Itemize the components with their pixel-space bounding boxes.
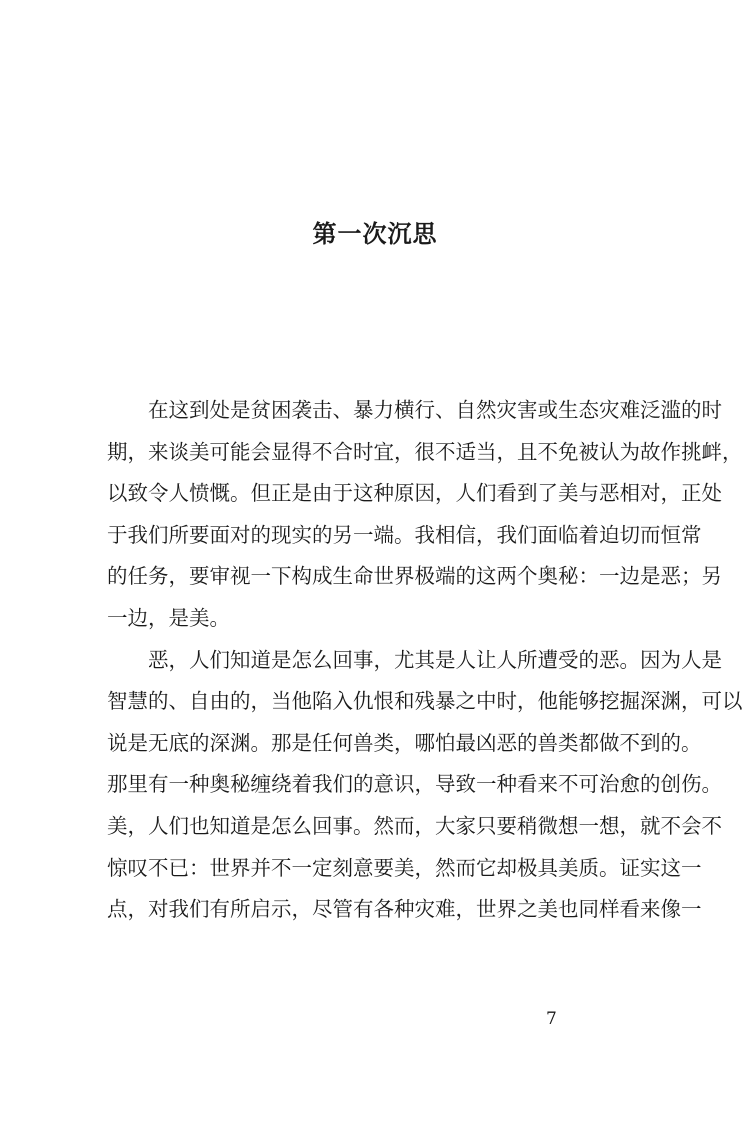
page-number: 7 — [546, 1009, 557, 1029]
text-line: 惊叹不已：世界并不一定刻意要美，然而它却极具美质。证实这一 — [107, 855, 702, 880]
text-line: 那里有一种奥秘缠绕着我们的意识，导致一种看来不可治愈的创伤。 — [107, 772, 722, 797]
text-line: 一边，是美。 — [107, 605, 230, 630]
text-line: 于我们所要面对的现实的另一端。我相信，我们面临着迫切而恒常 — [107, 522, 702, 547]
text-line: 智慧的、自由的，当他陷入仇恨和残暴之中时，他能够挖掘深渊，可以 — [107, 689, 743, 714]
text-line: 美，人们也知道是怎么回事。然而，大家只要稍微想一想，就不会不 — [107, 813, 722, 838]
body-text — [107, 390, 743, 931]
text-line: 点，对我们有所启示，尽管有各种灾难，世界之美也同样看来像一 — [107, 897, 702, 922]
text-line: 的任务，要审视一下构成生命世界极端的这两个奥秘：一边是恶；另 — [107, 564, 722, 589]
text-line: 恶，人们知道是怎么回事，尤其是人让人所遭受的恶。因为人是 — [148, 647, 722, 672]
paragraph-2 — [107, 640, 743, 931]
text-line: 以致令人愤慨。但正是由于这种原因，人们看到了美与恶相对，正处 — [107, 481, 722, 506]
text-line: 期，来谈美可能会显得不合时宜，很不适当，且不免被认为故作挑衅， — [107, 439, 743, 464]
chapter-title: 第一次沉思 — [312, 219, 438, 248]
paragraph-1 — [107, 390, 743, 640]
text-line: 说是无底的深渊。那是任何兽类，哪怕最凶恶的兽类都做不到的。 — [107, 730, 702, 755]
text-line: 在这到处是贫困袭击、暴力横行、自然灾害或生态灾难泛滥的时 — [148, 398, 722, 422]
